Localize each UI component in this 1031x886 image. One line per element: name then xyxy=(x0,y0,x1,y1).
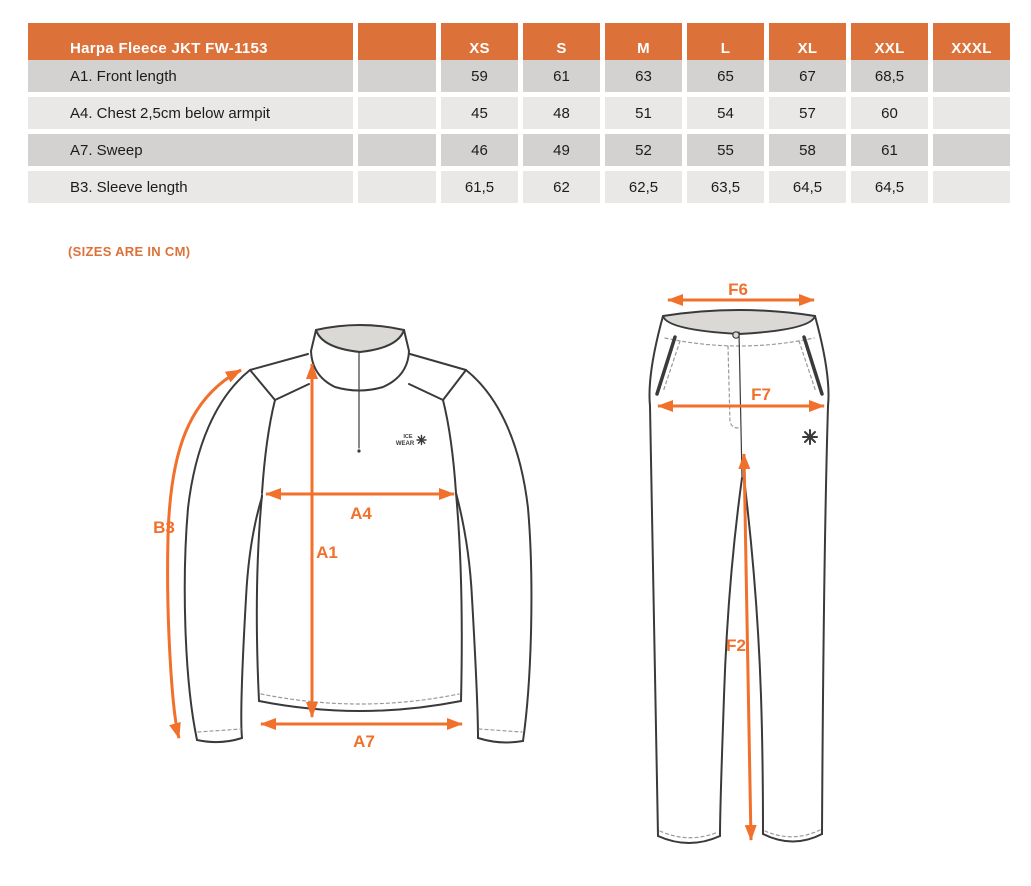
a7-label: A7 xyxy=(353,732,375,751)
body-right-seam xyxy=(456,493,462,701)
pants-diagram xyxy=(635,276,835,866)
hem-stitching xyxy=(261,694,459,704)
size-value-cell: 59 xyxy=(441,60,518,92)
b3-label: B3 xyxy=(153,518,175,537)
right-shoulder-seam xyxy=(409,354,466,400)
right-cuff-edge xyxy=(478,738,523,742)
right-raglan-seam xyxy=(443,400,456,493)
size-column-header: S xyxy=(523,23,600,73)
size-value-cell: 67 xyxy=(769,60,846,92)
size-column-header: L xyxy=(687,23,764,73)
spacer-cell xyxy=(358,97,436,129)
size-value-cell: 64,5 xyxy=(769,171,846,203)
size-column-header: M xyxy=(605,23,682,73)
waist-opening xyxy=(663,310,815,334)
spacer-cell xyxy=(358,134,436,166)
size-value-cell xyxy=(933,171,1010,203)
size-value-cell: 51 xyxy=(605,97,682,129)
right-hem-stitching xyxy=(765,830,820,837)
fly-stitching xyxy=(728,346,738,428)
size-value-cell: 55 xyxy=(687,134,764,166)
size-value-cell xyxy=(933,60,1010,92)
size-value-cell: 60 xyxy=(851,97,928,129)
left-cuff-stitching xyxy=(198,729,241,732)
size-value-cell: 61 xyxy=(523,60,600,92)
f2-label: F2 xyxy=(726,636,746,655)
size-value-cell: 63,5 xyxy=(687,171,764,203)
size-value-cell: 58 xyxy=(769,134,846,166)
f7-label: F7 xyxy=(751,385,771,404)
size-column-header: XXXL xyxy=(933,23,1010,73)
size-value-cell: 48 xyxy=(523,97,600,129)
logo-snowflake-icon xyxy=(417,436,426,445)
left-raglan-seam xyxy=(262,400,275,493)
size-value-cell: 61 xyxy=(851,134,928,166)
waist-button xyxy=(733,332,739,338)
size-value-cell: 57 xyxy=(769,97,846,129)
left-cuff-edge xyxy=(197,738,242,742)
icewear-logo-line1: ICE xyxy=(403,434,413,440)
size-value-cell xyxy=(933,97,1010,129)
size-value-cell: 49 xyxy=(523,134,600,166)
size-value-cell: 63 xyxy=(605,60,682,92)
size-column-header: XS xyxy=(441,23,518,73)
size-value-cell: 62,5 xyxy=(605,171,682,203)
right-hem-edge xyxy=(763,834,822,842)
icewear-logo-line2: WEAR xyxy=(395,441,415,447)
body-left-seam xyxy=(257,495,262,701)
units-note: (SIZES ARE IN CM) xyxy=(68,244,191,259)
size-value-cell: 65 xyxy=(687,60,764,92)
size-value-cell xyxy=(933,134,1010,166)
size-value-cell: 68,5 xyxy=(851,60,928,92)
size-table xyxy=(28,23,1010,203)
size-value-cell: 64,5 xyxy=(851,171,928,203)
f6-label: F6 xyxy=(728,280,748,299)
left-hem-stitching xyxy=(660,831,718,838)
size-column-header: XL xyxy=(769,23,846,73)
left-hem-edge xyxy=(658,836,720,843)
row-label: A4. Chest 2,5cm below armpit xyxy=(28,97,353,129)
collar-opening xyxy=(316,325,404,352)
jacket-diagram xyxy=(140,288,560,768)
pants-drawing xyxy=(635,276,835,866)
hem-edge xyxy=(259,701,461,711)
left-sleeve-outer xyxy=(185,370,250,740)
b3-arrow xyxy=(168,370,241,738)
size-value-cell: 45 xyxy=(441,97,518,129)
a4-label: A4 xyxy=(350,504,372,523)
zipper-pull xyxy=(357,449,360,452)
row-label: A1. Front length xyxy=(28,60,353,92)
size-value-cell: 54 xyxy=(687,97,764,129)
a1-label: A1 xyxy=(316,543,338,562)
left-shoulder-seam xyxy=(250,354,309,400)
spacer-cell xyxy=(358,60,436,92)
jacket-drawing xyxy=(140,288,560,768)
size-value-cell: 52 xyxy=(605,134,682,166)
size-value-cell: 46 xyxy=(441,134,518,166)
spacer-cell xyxy=(358,171,436,203)
size-column-header: XXL xyxy=(851,23,928,73)
row-label: A7. Sweep xyxy=(28,134,353,166)
size-value-cell: 62 xyxy=(523,171,600,203)
table-title-cell: Harpa Fleece JKT FW-1153 xyxy=(28,23,353,73)
right-cuff-stitching xyxy=(479,729,522,732)
left-inner-seam xyxy=(720,478,742,836)
snowflake-icon xyxy=(803,430,817,444)
size-value-cell: 61,5 xyxy=(441,171,518,203)
row-label: B3. Sleeve length xyxy=(28,171,353,203)
